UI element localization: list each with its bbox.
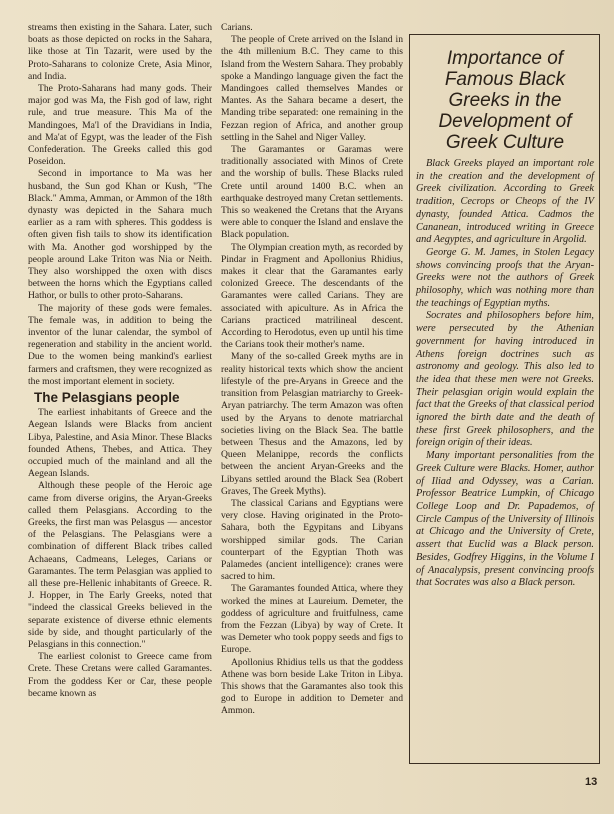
paragraph: Apollonius Rhidius tells us that the goddess Athene was born beside Lake Triton in Libya. This shows that the Garamantes also took this god to Europe in addition to Demeter and Ammon. [221,656,403,717]
article-column-left [28,22,212,700]
paragraph: Second in importance to Ma was her husband, the Sun god Khan or Kush, "The Black." Amma, Amman, or Ammon of the 18th dynasty was depicted in the Sahara much earlier as a ram with spheres. This goddess is often given fish tails to show its identification with Ma. Another god worshipped by the people around Lake Triton was Nia or Neith. They also worshipped the oxen with discs between the horns which the Egyptians called Hathor, or bulls to other proto-Saharans. [28,168,212,302]
paragraph: The earliest colonist to Greece came from Crete. These Cretans were called Garamantes. From the goddess Ker or Car, these people became known as [28,651,212,699]
paragraph: The Proto-Saharans had many gods. Their major god was Ma, the Fish god of law, right rule, and true measure. This Ma of the Mandingoes, Ma'l of the Dravidians in India, and Ma'at of Egypt, was the leader of the Fish Confederation. The Greeks called this god Poseidon. [28,83,212,168]
paragraph: The Garamantes founded Attica, where they worked the mines at Laureium. Demeter, the goddess of agriculture and fruitfulness, came from the Fezzan (Libya) by way of Crete. It was Demeter who took poppy seeds and figs to Europe. [221,583,403,656]
page-number: 13 [585,776,598,788]
paragraph: The people of Crete arrived on the Island in the 4th millenium B.C. They came to this Island from the Western Sahara. They probably spoke a Mandingo language given the fact the Mandingoes called themselves Mandes or Mantes. As the Sahara became a desert, the Manding tribe separated: one remaining in the Fezzan region of Africa, and another group settling in the Sahel and Niger Valley. [221,34,403,143]
section-heading: The Pelasgians people [34,390,180,406]
sidebar-body [416,158,594,590]
paragraph: The earliest inhabitants of Greece and the Aegean Islands were Blacks from ancient Libya, Palestine, and Asia Minor. These Blacks founded Athens, Thebes, and Attica. They occupied much of the mainland and all the Aegean Islands. [28,407,212,480]
sidebar-title: Importance of Famous Black Greeks in the Development of Greek Culture [438,48,572,153]
paragraph: Socrates and philosophers before him, were persecuted by the Athenian government for having introduced in Athens foreign doctrines such as astronomy and geology. This also led to the idea that these men were not Greeks. Their pelasgian origin would explain the fact that the Greeks of that classical period ignored the birth date and the death of these first Greek philosophers, and the foreign origin of their ideas. [416,310,594,449]
paragraph: Many of the so-called Greek myths are in reality historical texts which show the ancient lifestyle of the pre-Aryans in Greece and the transition from Pelasgian matriarchy to Greek-Aryan patriarchy. The term Amazon was often used by the Aryans to denote matriarchal societies living on the Black Sea. The battle between Thesus and the Amazons, led by Queen Melanippe, records the conflicts between the ancient Aryan-Greeks and the Libyans settled around the Black Sea (Robert Graves, The Greek Myths). [221,351,403,497]
paragraph: Carians. [221,22,253,33]
paragraph: streams then existing in the Sahara. Later, such boats as those depicted on rocks in the Sahara, like those at Tin Tazarit, were used by the Proto-Saharans to colonize Crete, Asia Minor, and India. [28,22,212,82]
sidebar-box [409,34,600,764]
paragraph: Many important personalities from the Greek Culture were Blacks. Homer, author of Iliad and Odyssey, was a Carian. Professor Beatrice Lumpkin, of Chicago College Loop and Dr. Papademos, of Circle Campus of the University of Illinois at Chicago and the University of Crete, assert that Euclid was a Black person. Besides, Godfrey Higgins, in the Volume I of Anacalypsis, present convincing proofs that Socrates was also a Black person. [416,450,594,589]
paragraph: Although these people of the Heroic age came from diverse origins, the Aryan-Greeks called them Pelasgians. According to the Greeks, the first man was Pelasgus — ancestor of the Pelasgians. The Pelasgians were a combination of different Black tribes called Achaeans, Cadmeans, Leleges, Carians or Garamantes. The term Pelasgian was applied to all these pre-Hellenic inhabitants of Greece. R. J. Hopper, in The Early Greeks, noted that "indeed the classical Greeks believed in the separate existence of diverse ethnic elements side by side, and thought particularly of the Pelasgians in this connection." [28,480,212,650]
paragraph: Black Greeks played an important role in the creation and the development of Greek civilization. According to Greek tradition, Cecrops or Cheops of the IV dynasty, founded Attica. Cadmos the Cananean, introduced writing in Greece and Aegyptes, and agriculture in Argolid. [416,158,594,246]
paragraph: The classical Carians and Egyptians were very close. Having originated in the Proto-Sahara, both the Egypitans and Libyans worshipped similar gods. The Carian counterpart of the Egyptian Thoth was Palamedes (ancient intelligence): cranes were sacred to him. [221,497,403,583]
paragraph: The majority of these gods were females. The female was, in addition to being the inventor of the lunar calendar, the symbol of regeneration and stability in the ancient world. Due to the women being mankind's earliest farmers and craftsmen, they were recognized as the most important element in society. [28,302,212,387]
article-column-middle [221,22,403,718]
paragraph: The Garamantes or Garamas were traditionally associated with Minos of Crete and the worship of bulls. These Blacks ruled Crete until around 1400 B.C. when an earthquake destroyed many Cretan settlements. This so weakened the Cretans that the Aryans were able to conquer the Island and enslave the Black population. [221,144,403,241]
paragraph: George G. M. James, in Stolen Legacy shows convincing proofs that the Aryan-Greeks were not the authors of Greek philosophy, which was nothing more than the teachings of Egyptian myths. [416,246,594,309]
paragraph: The Olympian creation myth, as recorded by Pindar in Fragment and Apollonius Rhidius, makes it clear that the Garamantes early colonized Greece. The descendants of the Garamantes were called Carians. They are associated with apiculture. As in Africa the Carians practiced matrilineal descent. According to Herodotus, even up until his time the Carians took their mother's name. [221,241,403,351]
